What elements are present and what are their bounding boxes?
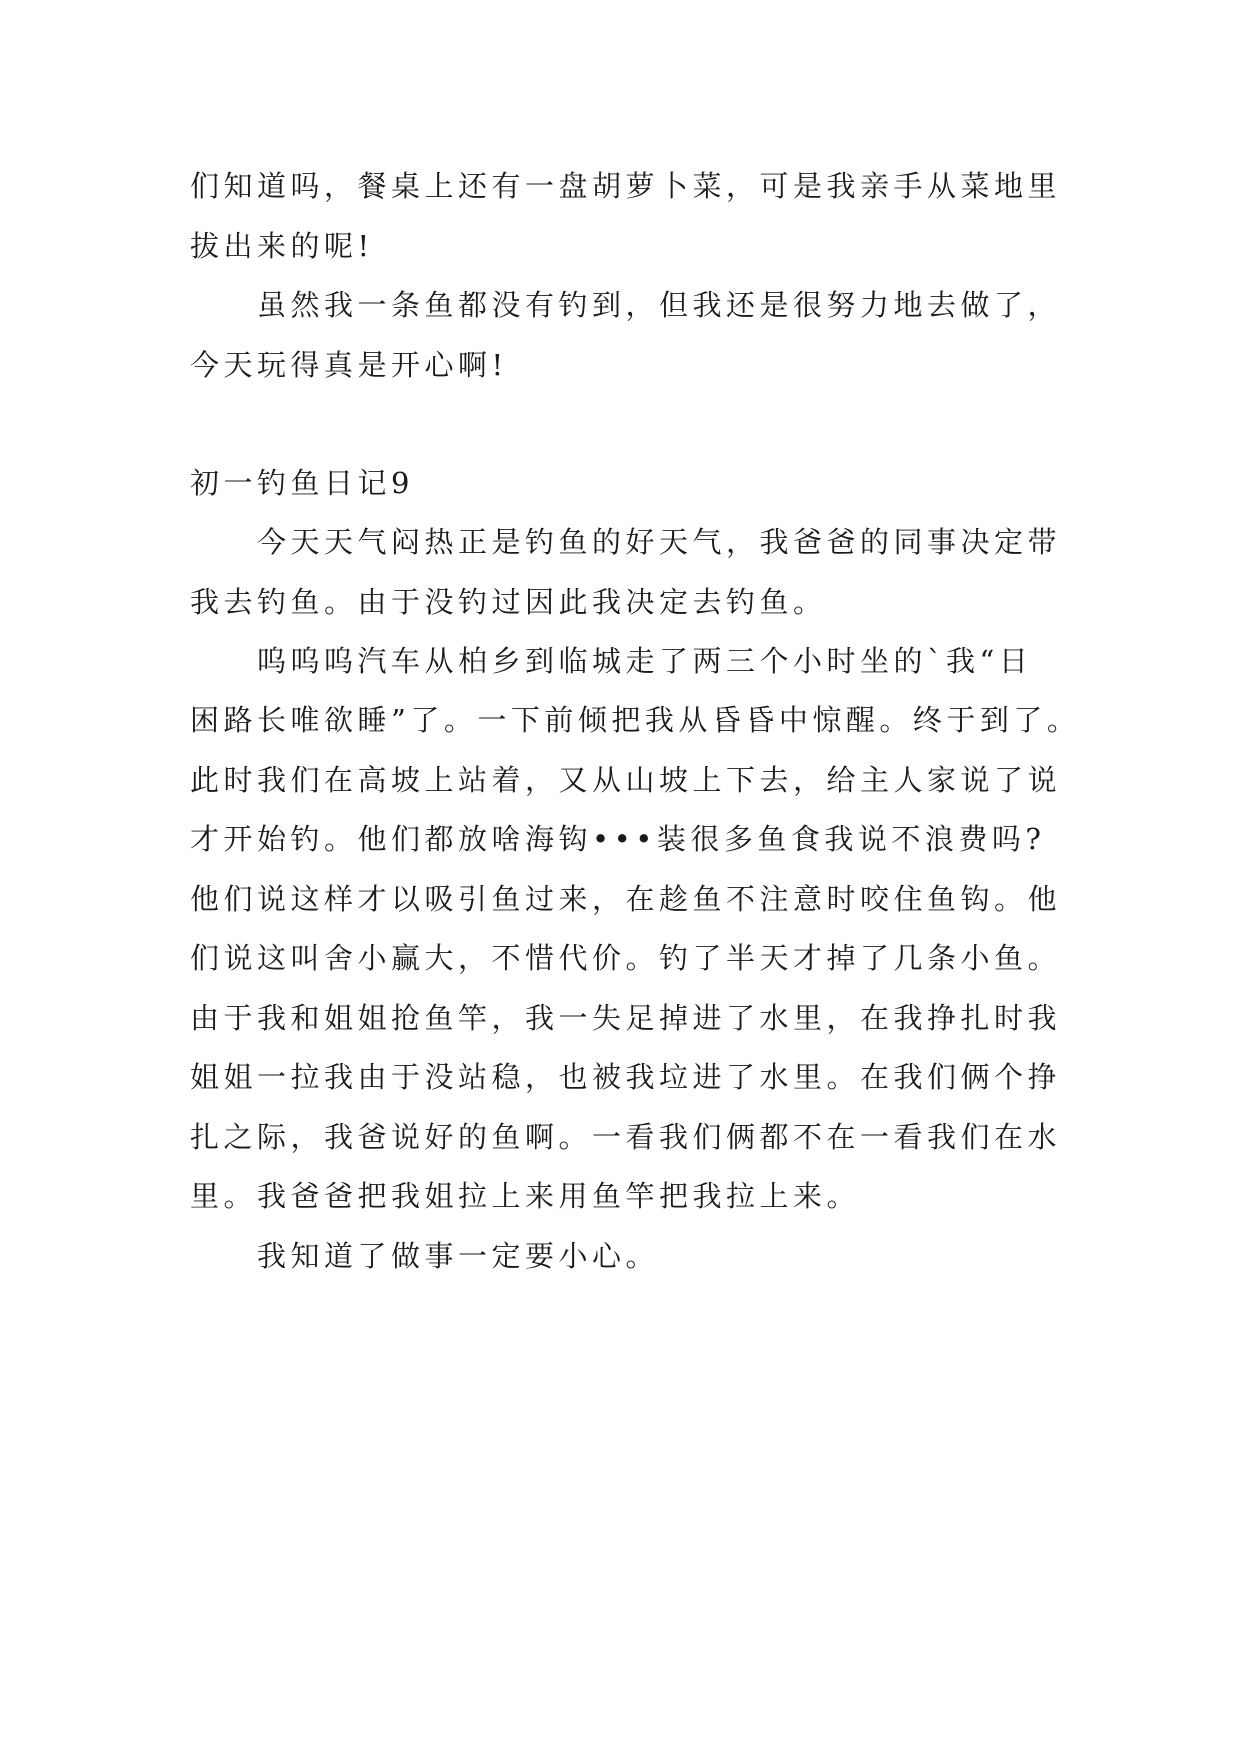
- paragraph-line: 拔出来的呢!: [190, 229, 374, 263]
- paragraph-line: 由于我和姐姐抢鱼竿，我一失足掉进了水里，在我挣扎时我: [190, 1001, 1062, 1035]
- paragraph-line: 才开始钓。他们都放啥海钩•••装很多鱼食我说不浪费吗?: [190, 822, 1046, 856]
- paragraph-line: 姐姐一拉我由于没站稳，也被我垃进了水里。在我们俩个挣: [190, 1060, 1062, 1094]
- paragraph-line: 我知道了做事一定要小心。: [257, 1239, 660, 1273]
- paragraph-line: 我去钓鱼。由于没钓过因此我决定去钓鱼。: [190, 585, 827, 619]
- paragraph-line: 里。我爸爸把我姐拉上来用鱼竿把我拉上来。: [190, 1179, 861, 1213]
- section-title: 初一钓鱼日记9: [190, 466, 414, 500]
- paragraph-line: 今天玩得真是开心啊!: [190, 348, 508, 382]
- paragraph-line: 们说这叫舍小赢大，不惜代价。钓了半天才掉了几条小鱼。: [190, 941, 1062, 975]
- paragraph-line: 此时我们在高坡上站着，又从山坡上下去，给主人家说了说: [190, 763, 1062, 797]
- paragraph-line: 虽然我一条鱼都没有钓到，但我还是很努力地去做了，: [257, 288, 1062, 322]
- paragraph-line: 他们说这样才以吸引鱼过来，在趁鱼不注意时咬住鱼钩。他: [190, 882, 1062, 916]
- paragraph-line: 今天天气闷热正是钓鱼的好天气，我爸爸的同事决定带: [257, 525, 1062, 559]
- paragraph-line: 困路长唯欲睡”了。一下前倾把我从昏昏中惊醒。终于到了。: [190, 703, 1081, 737]
- paragraph-line: 呜呜呜汽车从柏乡到临城走了两三个小时坐的`我“日: [257, 644, 1033, 678]
- paragraph-line: 们知道吗，餐桌上还有一盘胡萝卜菜，可是我亲手从菜地里: [190, 169, 1062, 203]
- paragraph-line: 扎之际，我爸说好的鱼啊。一看我们俩都不在一看我们在水: [190, 1120, 1062, 1154]
